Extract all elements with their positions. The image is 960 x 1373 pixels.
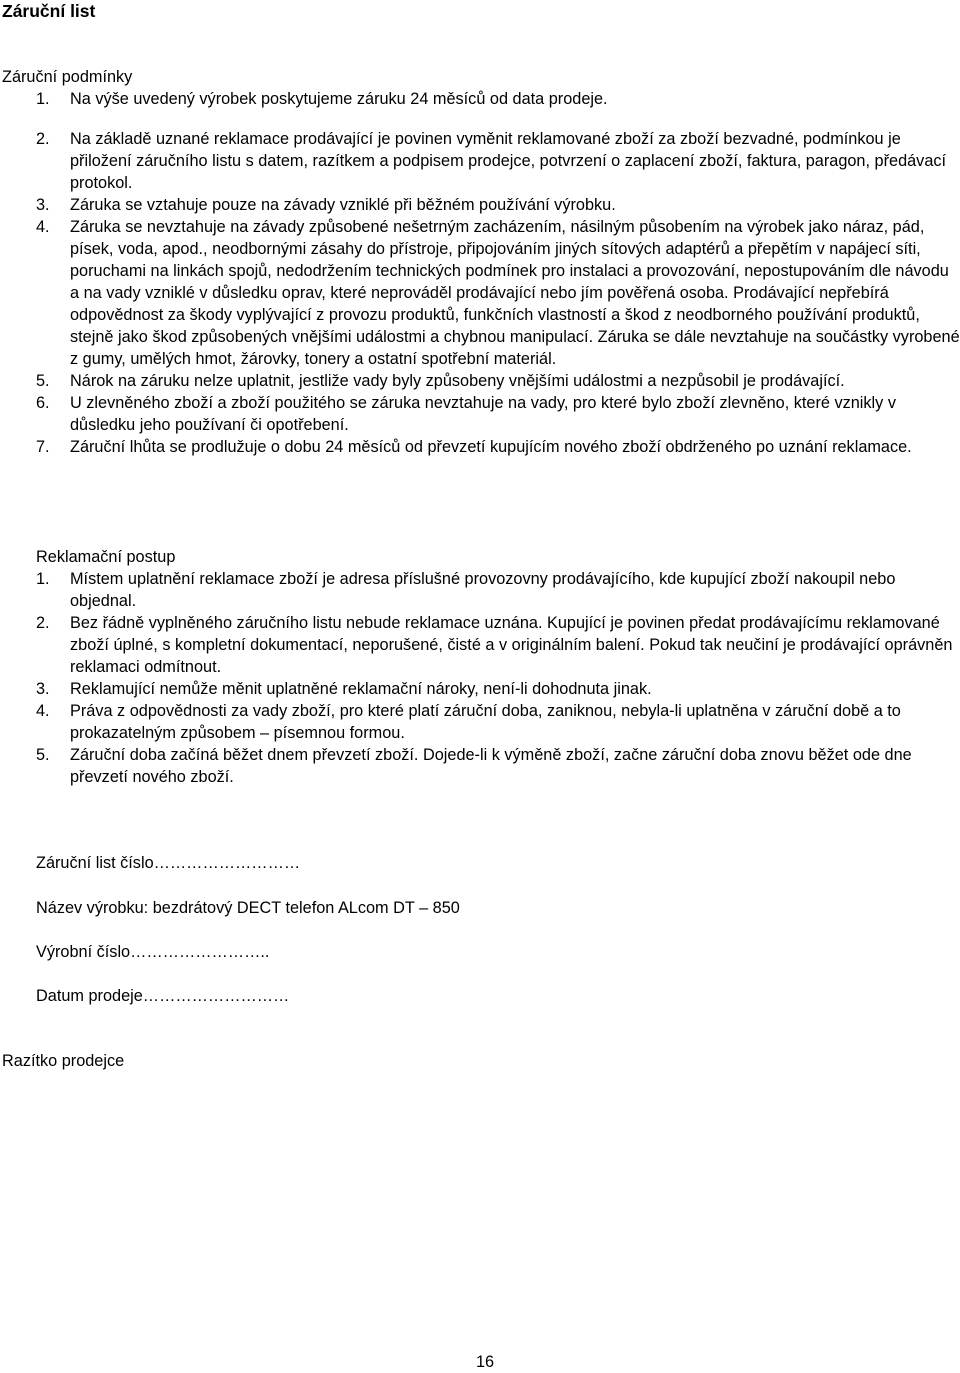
list-item-number: 5. (36, 372, 50, 390)
list-item-text: Na výše uvedený výrobek poskytujeme záruku 24 měsíců od data prodeje. (70, 90, 608, 108)
list-item-number: 3. (36, 196, 50, 214)
list-item (36, 392, 960, 436)
list-item (36, 216, 960, 370)
list-item-text: Na základě uznané reklamace prodávající je povinen vyměnit reklamované zboží za zboží bezvadné, podmínkou je přiložení záručního listu s datem, razítkem a podpisem prodejce, potvrzení o zaplacení zboží, faktura, paragon, předávací protokol. (70, 130, 947, 192)
procedure-heading: Reklamační postup (36, 548, 176, 566)
list-item-text: Záruka se nevztahuje na závady způsobené nešetrným zacházením, násilným působením na výrobek jako náraz, pád, písek, voda, apod., neodbornými zásahy do přístroje, připojováním jiných sítových adaptérů a přepětím v napájecí síti, poruchami na linkách spojů, nedodržením technických podmínek pro instalaci a provozování, nepostupováním dle návodu a na vady vzniklé v důsledku oprav, které neprováděl prodávající nebo jím pověřená osoba. Prodávající nepřebírá odpovědnost za škody vyplývající z provozu produktů, funkčních vlastností a škod z neodborného používání produktů, stejně jako škod způsobených vnějšími událostmi a chybnou manipulací. Záruka se dále nevztahuje na součástky vyrobené z gumy, umělých hmot, žárovky, tonery a ostatní spotřební materiál. (70, 218, 960, 368)
list-item-number: 5. (36, 746, 50, 764)
list-item-number: 7. (36, 438, 50, 456)
seller-stamp-label: Razítko prodejce (2, 1052, 125, 1070)
list-item (36, 88, 960, 110)
list-item-number: 1. (36, 570, 50, 588)
conditions-heading: Záruční podmínky (2, 68, 133, 86)
list-item-text: U zlevněného zboží a zboží použitého se záruka nevztahuje na vady, pro které bylo zboží zlevněno, které vznikly v důsledku jeho používaní či opotřebení. (70, 394, 896, 434)
list-item (36, 612, 960, 678)
page-number: 16 (476, 1353, 495, 1371)
list-item (36, 436, 960, 458)
list-item (36, 128, 960, 194)
list-item (36, 194, 960, 216)
warranty-number-field: Záruční list číslo……………………… (36, 854, 301, 872)
conditions-list (36, 88, 960, 458)
list-item (36, 370, 960, 392)
list-item-number: 3. (36, 680, 50, 698)
list-item-text: Záruční doba začíná běžet dnem převzetí zboží. Dojede-li k výměně zboží, začne záruční doba znovu běžet ode dne převzetí nového zboží. (70, 746, 912, 786)
product-name-field: Název výrobku: bezdrátový DECT telefon ALcom DT – 850 (36, 899, 460, 917)
list-item-text: Nárok na záruku nelze uplatnit, jestliže vady byly způsobeny vnějšími událostmi a nezpůsobil je prodávající. (70, 372, 845, 390)
list-item (36, 744, 960, 788)
list-item-text: Bez řádně vyplněného záručního listu nebude reklamace uznána. Kupující je povinen předat prodávajícímu reklamované zboží úplné, s kompletní dokumentací, neporušené, čisté a v originálním balení. Pokud tak neučiní je prodávající oprávněn reklamaci odmítnout. (70, 614, 953, 676)
list-item-number: 6. (36, 394, 50, 412)
sale-date-field: Datum prodeje……………………… (36, 987, 290, 1005)
list-item-text: Reklamující nemůže měnit uplatněné reklamační nároky, není-li dohodnuta jinak. (70, 680, 652, 698)
list-item-text: Místem uplatnění reklamace zboží je adresa příslušné provozovny prodávajícího, kde kupující zboží nakoupil nebo objednal. (70, 570, 896, 610)
document-title: Záruční list (2, 1, 96, 21)
list-item-number: 2. (36, 614, 50, 632)
list-item-text: Záruční lhůta se prodlužuje o dobu 24 měsíců od převzetí kupujícím nového zboží obdrženého po uznání reklamace. (70, 438, 912, 456)
procedure-list (36, 568, 960, 788)
list-item (36, 678, 960, 700)
list-item-number: 1. (36, 90, 50, 108)
list-item-number: 4. (36, 218, 50, 236)
list-item (36, 568, 960, 612)
list-item-number: 2. (36, 130, 50, 148)
list-item (36, 700, 960, 744)
list-item-text: Práva z odpovědnosti za vady zboží, pro které platí záruční doba, zaniknou, nebyla-li uplatněna v záruční době a to prokazatelným způsobem – písemnou formou. (70, 702, 901, 742)
list-item-number: 4. (36, 702, 50, 720)
serial-number-field: Výrobní číslo…………………….. (36, 943, 270, 961)
list-item-text: Záruka se vztahuje pouze na závady vzniklé při běžném používání výrobku. (70, 196, 616, 214)
